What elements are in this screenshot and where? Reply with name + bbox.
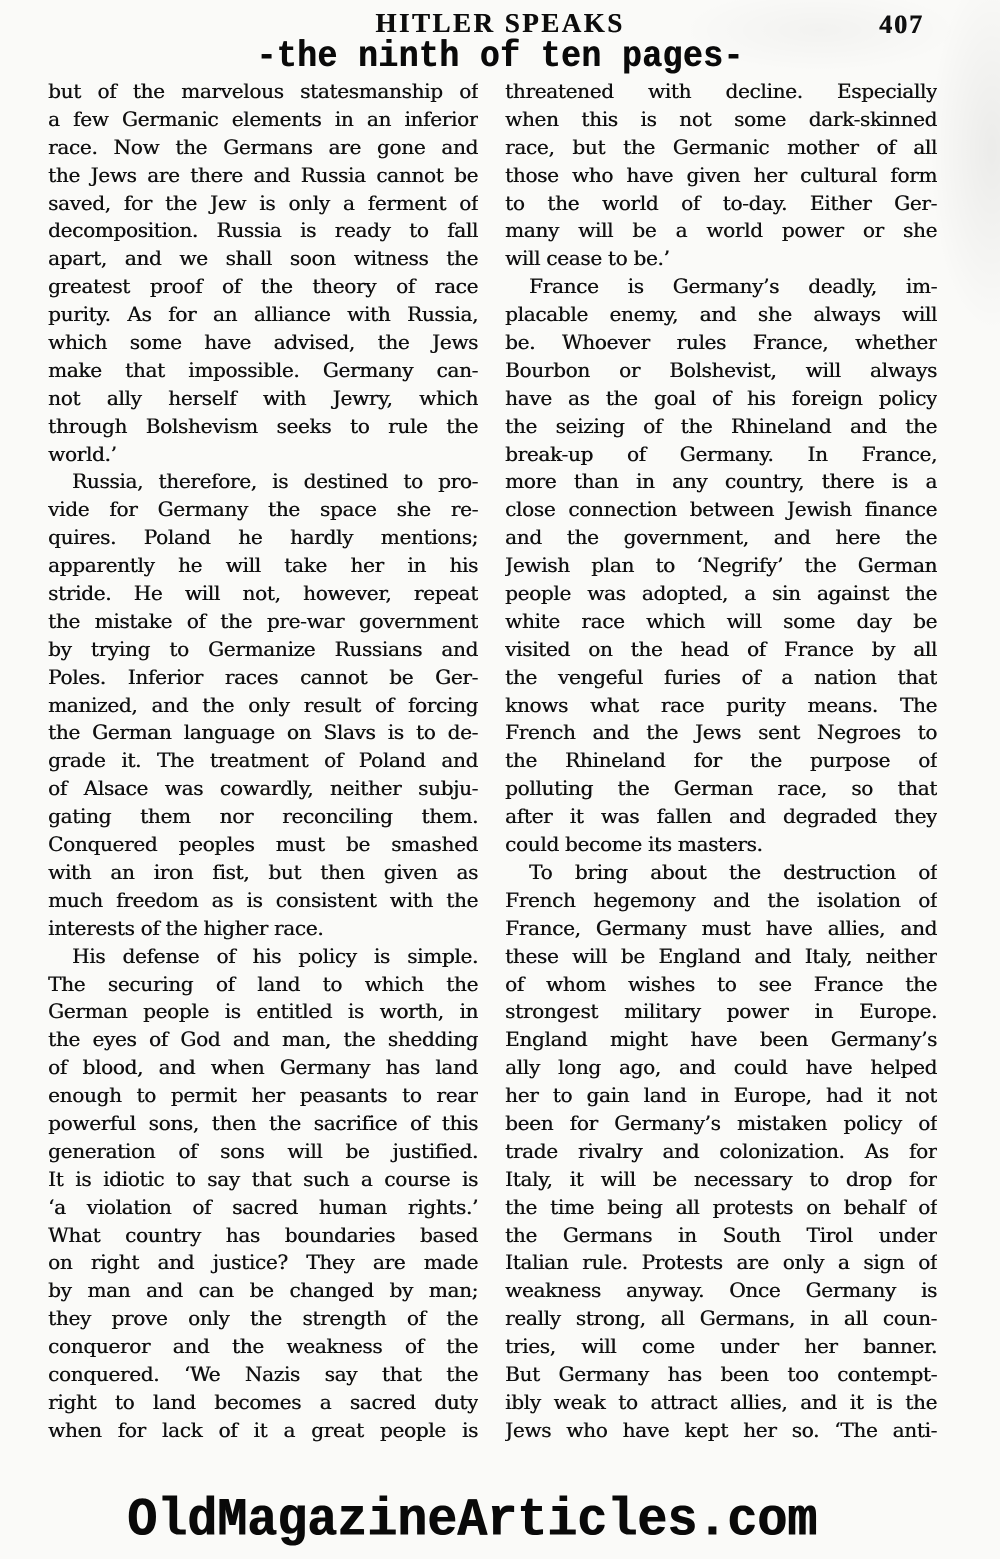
- text-line: to the world of to-day. Either Ger-: [505, 190, 937, 215]
- text-line: gating them nor reconciling them.: [48, 804, 478, 829]
- watermark-text: OldMagazineArticles.com: [126, 1490, 818, 1552]
- text-line: those who have given her cultural form: [505, 162, 937, 187]
- text-line: the Jews are there and Russia cannot be: [48, 162, 478, 187]
- text-line: the eyes of God and man, the shedding: [48, 1027, 478, 1052]
- text-line: conquered. ‘We Nazis say that the: [48, 1361, 478, 1386]
- text-line: people was adopted, a sin against the: [505, 581, 937, 606]
- text-line: race. Now the Germans are gone and: [48, 134, 478, 159]
- text-line: the time being all protests on behalf of: [505, 1194, 937, 1219]
- text-line: more than in any country, there is a: [505, 469, 937, 494]
- text-line: What country has boundaries based: [48, 1222, 478, 1247]
- text-line: a few Germanic elements in an inferior: [48, 106, 478, 131]
- text-line: make that impossible. Germany can-: [48, 357, 478, 382]
- text-line: stride. He will not, however, repeat: [48, 581, 478, 606]
- text-line: His defense of his policy is simple.: [72, 943, 478, 968]
- text-line: vide for Germany the space she re-: [48, 497, 478, 522]
- handwritten-annotation: -the ninth of ten pages-: [256, 36, 744, 78]
- text-line: France, Germany must have allies, and: [505, 915, 937, 940]
- text-line: interests of the higher race.: [48, 915, 324, 940]
- text-line: ibly weak to attract allies, and it is the: [505, 1389, 937, 1414]
- text-line: purity. As for an alliance with Russia,: [48, 302, 478, 327]
- text-line: on right and justice? They are made: [48, 1250, 478, 1275]
- text-line: powerful sons, then the sacrifice of this: [48, 1110, 478, 1135]
- text-line: ally long ago, and could have helped: [505, 1055, 937, 1080]
- text-line: placable enemy, and she always will: [505, 302, 937, 327]
- text-line: could become its masters.: [505, 832, 763, 857]
- text-line: Russia, therefore, is destined to pro-: [72, 469, 478, 494]
- text-line: be. Whoever rules France, whether: [505, 330, 937, 355]
- text-line: tries, will come under her banner.: [505, 1334, 937, 1359]
- text-line: French and the Jews sent Negroes to: [505, 720, 937, 745]
- text-line: threatened with decline. Especially: [505, 79, 937, 103]
- text-line: of Alsace was cowardly, neither subju-: [48, 776, 478, 801]
- page-title: HITLER SPEAKS: [375, 8, 625, 38]
- text-line: her to gain land in Europe, had it not: [505, 1083, 937, 1108]
- text-line: polluting the German race, so that: [505, 776, 937, 801]
- text-line: France is Germany’s deadly, im-: [529, 274, 937, 299]
- text-line: the seizing of the Rhineland and the: [505, 413, 937, 438]
- text-line: when this is not some dark-skinned: [505, 106, 937, 131]
- text-line: visited on the head of France by all: [505, 636, 937, 661]
- text-line: strongest military power in Europe.: [505, 999, 937, 1024]
- text-line: enough to permit her peasants to rear: [48, 1083, 478, 1108]
- text-line: decomposition. Russia is ready to fall: [48, 218, 478, 243]
- text-line: The securing of land to which the: [48, 971, 478, 996]
- text-line: To bring about the destruction of: [529, 859, 937, 884]
- text-line: trade rivalry and colonization. As for: [505, 1138, 937, 1163]
- text-line: the vengeful furies of a nation that: [505, 664, 937, 689]
- text-line: after it was fallen and degraded they: [505, 804, 937, 829]
- text-line: Jews who have kept her so. ‘The anti-: [505, 1417, 937, 1442]
- text-line: of whom wishes to see France the: [505, 971, 937, 996]
- text-line: generation of sons will be justified.: [48, 1138, 478, 1163]
- text-line: the German language on Slavs is to de-: [48, 720, 478, 745]
- text-line: been for Germany’s mistaken policy of: [505, 1110, 937, 1135]
- text-line: French hegemony and the isolation of: [505, 887, 937, 912]
- text-line: white race which will some day be: [505, 608, 937, 633]
- text-line: many will be a world power or she: [505, 218, 937, 243]
- text-line: the Germans in South Tirol under: [505, 1222, 937, 1247]
- text-line: conqueror and the weakness of the: [48, 1334, 478, 1359]
- text-line: world.’: [48, 441, 117, 466]
- text-line: right to land becomes a sacred duty: [48, 1389, 478, 1414]
- text-line: greatest proof of the theory of race: [48, 274, 478, 299]
- text-line: quires. Poland he hardly mentions;: [48, 525, 478, 550]
- text-line: close connection between Jewish finance: [505, 497, 937, 522]
- text-line: with an iron fist, but then given as: [48, 859, 478, 884]
- text-line: which some have advised, the Jews: [48, 330, 478, 355]
- text-line: the Rhineland for the purpose of: [505, 748, 937, 773]
- text-line: the mistake of the pre-war government: [48, 608, 478, 633]
- text-line: England might have been Germany’s: [505, 1027, 937, 1052]
- text-line: when for lack of it a great people is: [48, 1417, 478, 1442]
- text-line: saved, for the Jew is only a ferment of: [48, 190, 478, 215]
- text-line: But Germany has been too contempt-: [505, 1361, 937, 1386]
- text-line: weakness anyway. Once Germany is: [505, 1278, 937, 1303]
- text-line: will cease to be.’: [505, 246, 670, 271]
- text-line: have as the goal of his foreign policy: [505, 385, 937, 410]
- text-line: by trying to Germanize Russians and: [48, 636, 478, 661]
- page-number: 407: [879, 10, 924, 39]
- text-line: not ally herself with Jewry, which: [48, 385, 478, 410]
- text-line: apart, and we shall soon witness the: [48, 246, 478, 271]
- text-line: German people is entitled is worth, in: [48, 999, 478, 1024]
- text-line: apparently he will take her in his: [48, 553, 478, 578]
- text-line: It is idiotic to say that such a course is: [48, 1166, 478, 1191]
- text-line: much freedom as is consistent with the: [48, 887, 478, 912]
- text-line: knows what race purity means. The: [505, 692, 937, 717]
- text-line: of blood, and when Germany has land: [48, 1055, 478, 1080]
- text-line: really strong, all Germans, in all coun-: [505, 1306, 937, 1331]
- text-line: Italian rule. Protests are only a sign of: [505, 1250, 937, 1275]
- text-line: Bourbon or Bolshevist, will always: [505, 357, 937, 382]
- text-line: they prove only the strength of the: [48, 1306, 478, 1331]
- text-line: Conquered peoples must be smashed: [48, 832, 478, 857]
- text-line: these will be England and Italy, neither: [505, 943, 937, 968]
- text-line: grade it. The treatment of Poland and: [48, 748, 478, 773]
- text-line: Poles. Inferior races cannot be Ger-: [48, 664, 478, 689]
- text-line: through Bolshevism seeks to rule the: [48, 413, 478, 438]
- text-line: by man and can be changed by man;: [48, 1278, 478, 1303]
- text-column-right: [505, 78, 937, 1448]
- text-line: but of the marvelous statesmanship of: [48, 79, 478, 103]
- text-column-left: [48, 78, 478, 1448]
- text-line: Italy, it will be necessary to drop for: [505, 1166, 937, 1191]
- text-line: Jewish plan to ‘Negrify’ the German: [505, 553, 937, 578]
- text-line: manized, and the only result of forcing: [48, 692, 478, 717]
- text-line: race, but the Germanic mother of all: [505, 134, 937, 159]
- text-line: break-up of Germany. In France,: [505, 441, 937, 466]
- text-line: ‘a violation of sacred human rights.’: [48, 1194, 478, 1219]
- text-line: and the government, and here the: [505, 525, 937, 550]
